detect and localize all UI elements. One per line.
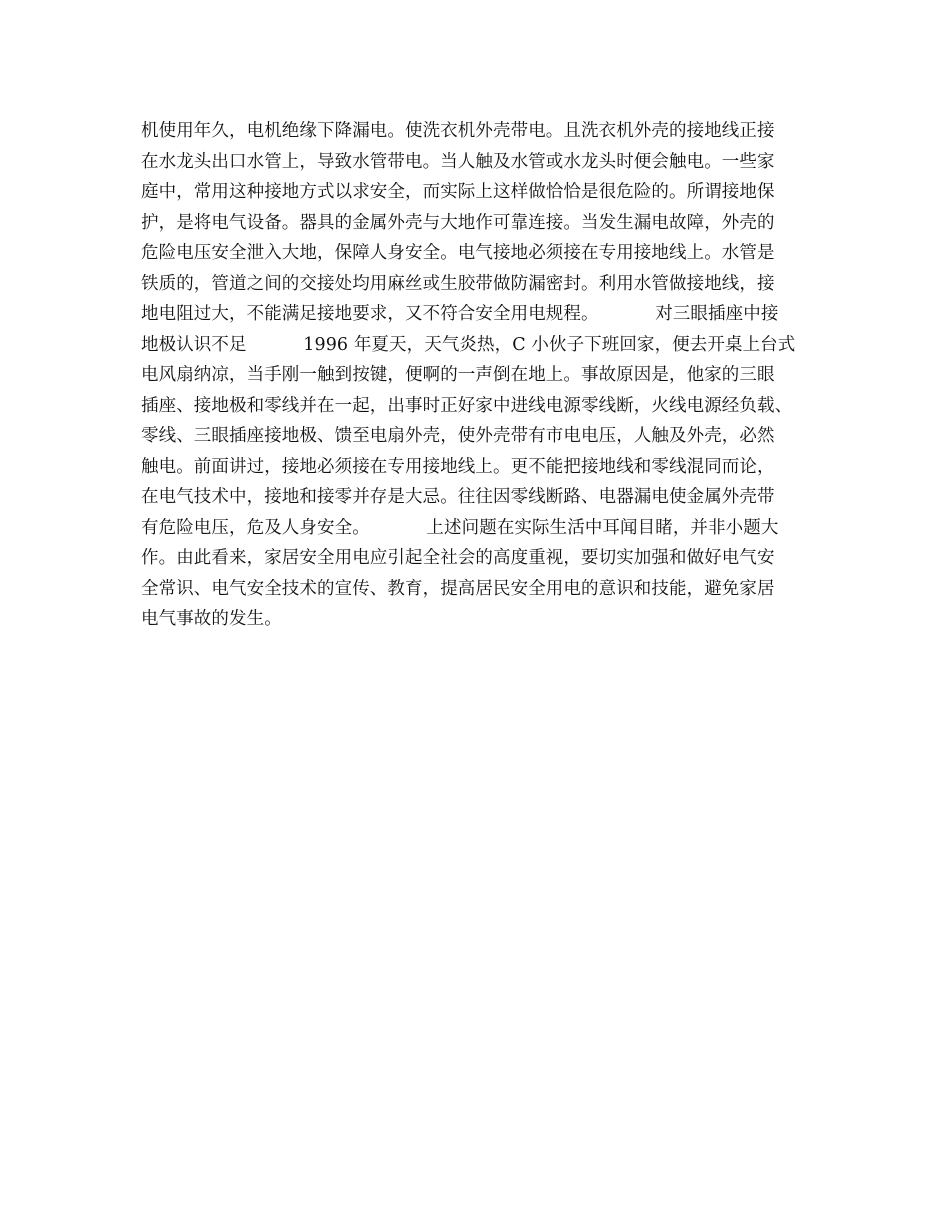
text-line: 在电气技术中，接地和接零并存是大忌。往往因零线断路、电器漏电使金属外壳带 bbox=[141, 487, 775, 507]
text-line: 触电。前面讲过，接地必须接在专用接地线上。更不能把接地线和零线混同而论， bbox=[141, 456, 775, 477]
text-line: 全常识、电气安全技术的宣传、教育，提高居民安全用电的意识和技能，避免家居 bbox=[141, 578, 775, 599]
text-line: 电气事故的发生。 bbox=[141, 609, 282, 629]
text-line: 零线、三眼插座接地极、馈至电扇外壳，使外壳带有市电电压，人触及外壳，必然 bbox=[141, 426, 775, 446]
text-line: 铁质的，管道之间的交接处均用麻丝或生胶带做防漏密封。利用水管做接地线，接 bbox=[141, 273, 775, 294]
text-line: 作。由此看来，家居安全用电应引起全社会的高度重视，要切实加强和做好电气安 bbox=[141, 548, 775, 568]
text-line: 电风扇纳凉，当手刚一触到按键，便啊的一声倒在地上。事故原因是，他家的三眼 bbox=[141, 365, 775, 385]
body-text bbox=[141, 116, 831, 635]
text-line: 机使用年久，电机绝缘下降漏电。使洗衣机外壳带电。且洗衣机外壳的接地线正接 bbox=[141, 121, 775, 141]
text-line: 在水龙头出口水管上，导致水管带电。当人触及水管或水龙头时便会触电。一些家 bbox=[141, 151, 775, 172]
text-line: 有危险电压，危及人身安全。 上述问题在实际生活中耳闻目睹，并非小题大 bbox=[141, 517, 779, 538]
text-line: 危险电压安全泄入大地，保障人身安全。电气接地必须接在专用接地线上。水管是 bbox=[141, 243, 775, 263]
text-line: 地极认识不足 1996 年夏天，天气炎热，C 小伙子下班回家，便去开桌上台式 bbox=[141, 334, 796, 355]
text-line: 地电阻过大，不能满足接地要求，又不符合安全用电规程。 对三眼插座中接 bbox=[141, 304, 779, 324]
text-line: 插座、接地极和零线并在一起，出事时正好家中进线电源零线断，火线电源经负载、 bbox=[141, 395, 793, 416]
text-line: 护，是将电气设备。器具的金属外壳与大地作可靠连接。当发生漏电故障，外壳的 bbox=[141, 212, 775, 233]
text-line: 庭中，常用这种接地方式以求安全，而实际上这样做恰恰是很危险的。所谓接地保 bbox=[141, 182, 775, 202]
